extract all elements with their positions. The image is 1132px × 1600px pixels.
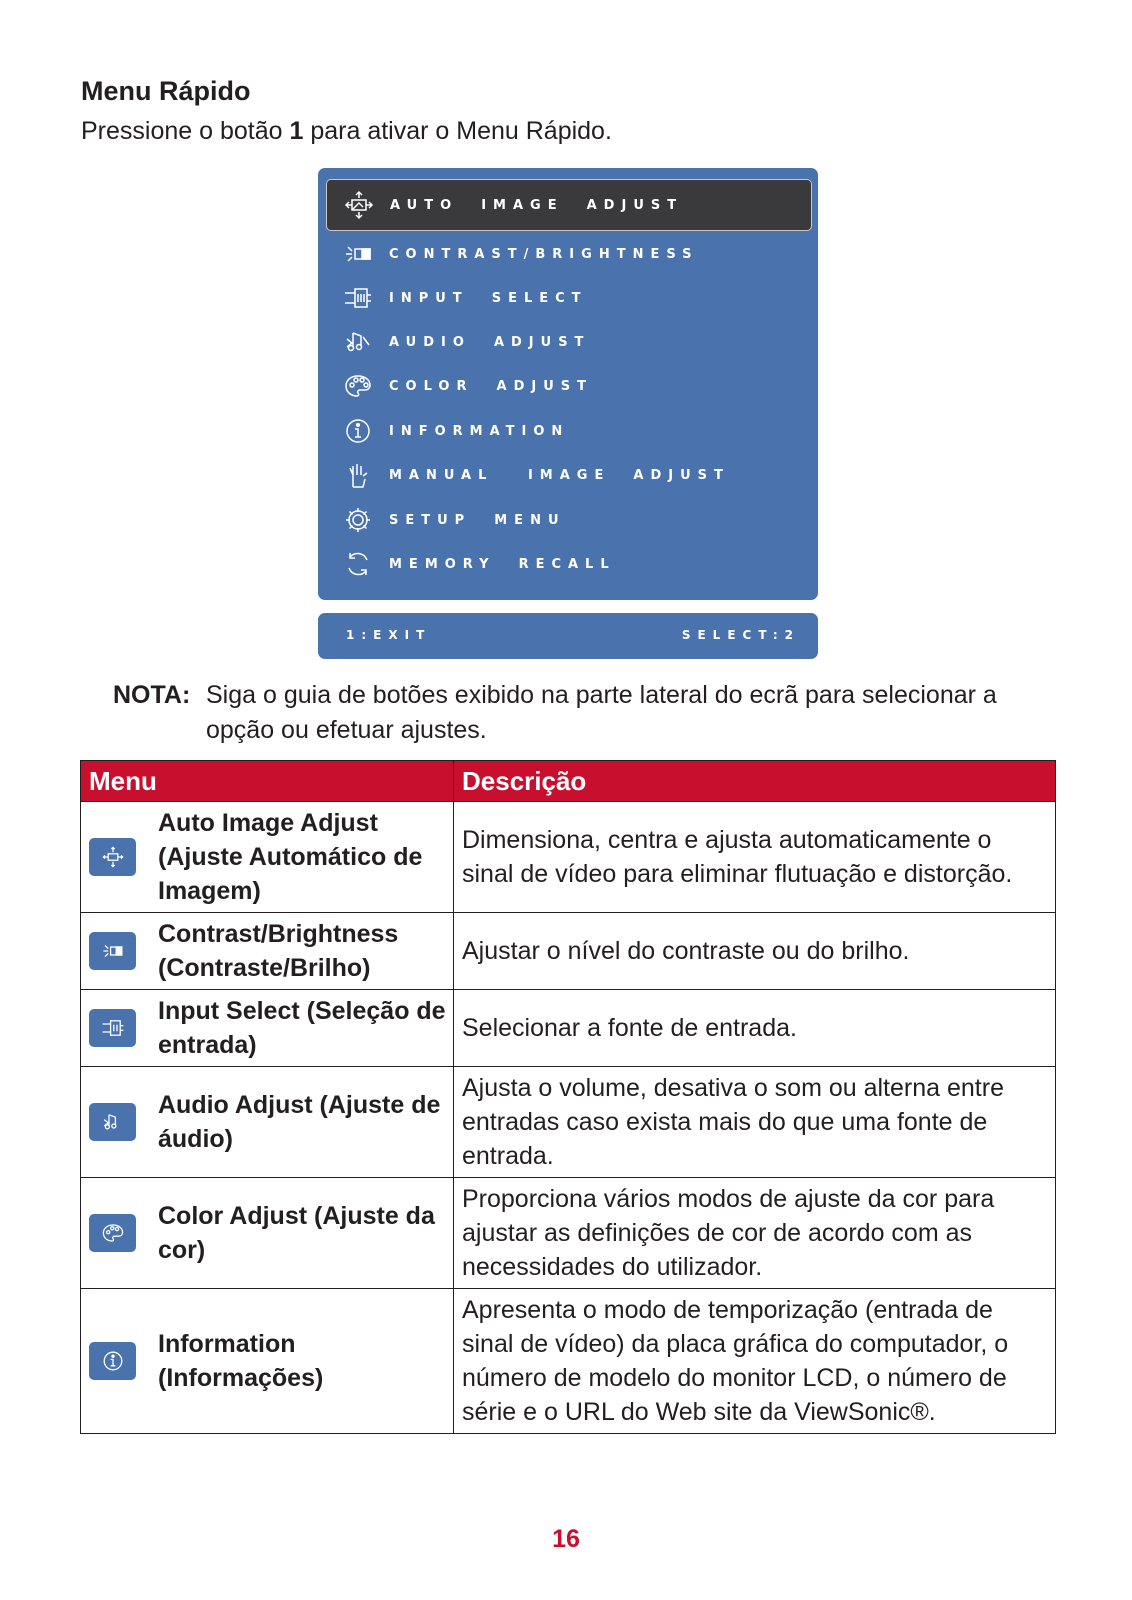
select-hint[interactable]: SELECT:2 — [681, 628, 800, 642]
header-menu: Menu — [81, 761, 454, 802]
menu-description: Proporciona vários modos de ajuste da cor para ajustar as definições de cor de acordo com as necessidades do utilizador. — [454, 1178, 1056, 1289]
exit-hint[interactable]: 1:EXIT — [346, 628, 432, 642]
table-row — [81, 990, 1056, 1067]
menu-description: Dimensiona, centra e ajusta automaticamente o sinal de vídeo para eliminar flutuação e distorção. — [454, 802, 1056, 913]
note-text: Siga o guia de botões exibido na parte lateral do ecrã para selecionar a opção ou efetuar ajustes. — [206, 681, 997, 744]
osd-item-audio-adjust[interactable]: AUDIO ADJUST — [326, 320, 810, 364]
note-label: NOTA: — [113, 681, 191, 709]
menu-description: Ajusta o volume, desativa o som ou alterna entre entradas caso exista mais do que uma fonte de entrada. — [454, 1067, 1056, 1178]
menu-name: Information (Informações) — [158, 1330, 324, 1392]
osd-item-auto-image-adjust[interactable]: AUTO IMAGE ADJUST — [326, 179, 812, 231]
memory-recall-icon — [343, 549, 373, 579]
table-row — [81, 913, 1056, 990]
menu-description: Apresenta o modo de temporização (entrada de sinal de vídeo) da placa gráfica do computador, o número de modelo do monitor LCD, o número de série e o URL do Web site da ViewSonic®. — [454, 1289, 1056, 1434]
osd-item-setup-menu[interactable]: SETUP MENU — [326, 498, 810, 542]
button-number: 1 — [289, 117, 304, 145]
menu-name: Input Select (Seleção de entrada) — [158, 997, 446, 1059]
table-row — [81, 1178, 1056, 1289]
table-row — [81, 1289, 1056, 1434]
osd-item-contrast-brightness[interactable]: CONTRAST/BRIGHTNESS — [326, 232, 810, 276]
information-icon — [343, 416, 373, 446]
page-number: 16 — [552, 1525, 580, 1553]
menu-name: Color Adjust (Ajuste da cor) — [158, 1202, 435, 1264]
input-select-icon — [343, 283, 373, 313]
osd-item-input-select[interactable]: INPUT SELECT — [326, 276, 810, 320]
contrast-brightness-icon — [89, 932, 136, 970]
input-select-icon — [89, 1009, 136, 1047]
osd-footer — [318, 613, 818, 659]
osd-item-manual-image-adjust[interactable]: MANUAL IMAGE ADJUST — [326, 453, 810, 497]
menu-name: Audio Adjust (Ajuste de áudio) — [158, 1091, 441, 1153]
manual-image-adjust-icon — [343, 460, 373, 490]
osd-quick-menu — [318, 168, 818, 600]
contrast-brightness-icon — [343, 239, 373, 269]
menu-name: Auto Image Adjust (Ajuste Automático de Imagem) — [158, 809, 423, 905]
table-row — [81, 1067, 1056, 1178]
table-header-row — [81, 761, 1056, 802]
menu-description: Selecionar a fonte de entrada. — [454, 990, 1056, 1067]
audio-adjust-icon — [89, 1103, 136, 1141]
menu-description: Ajustar o nível do contraste ou do brilho. — [454, 913, 1056, 990]
table-row — [81, 802, 1056, 913]
auto-image-adjust-icon — [344, 190, 374, 220]
color-adjust-icon — [343, 371, 373, 401]
header-description: Descrição — [454, 761, 1056, 802]
osd-item-color-adjust[interactable]: COLOR ADJUST — [326, 364, 810, 408]
osd-item-memory-recall[interactable]: MEMORY RECALL — [326, 542, 810, 586]
osd-item-information[interactable]: INFORMATION — [326, 409, 810, 453]
intro-text: Pressione o botão 1 para ativar o Menu Rápido. — [81, 117, 612, 145]
information-icon — [89, 1342, 136, 1380]
auto-image-adjust-icon — [89, 838, 136, 876]
color-adjust-icon — [89, 1214, 136, 1252]
audio-adjust-icon — [343, 327, 373, 357]
menu-name: Contrast/Brightness (Contraste/Brilho) — [158, 920, 399, 982]
menu-description-table — [80, 760, 1056, 1434]
setup-menu-icon — [343, 505, 373, 535]
page-title: Menu Rápido — [81, 76, 251, 106]
